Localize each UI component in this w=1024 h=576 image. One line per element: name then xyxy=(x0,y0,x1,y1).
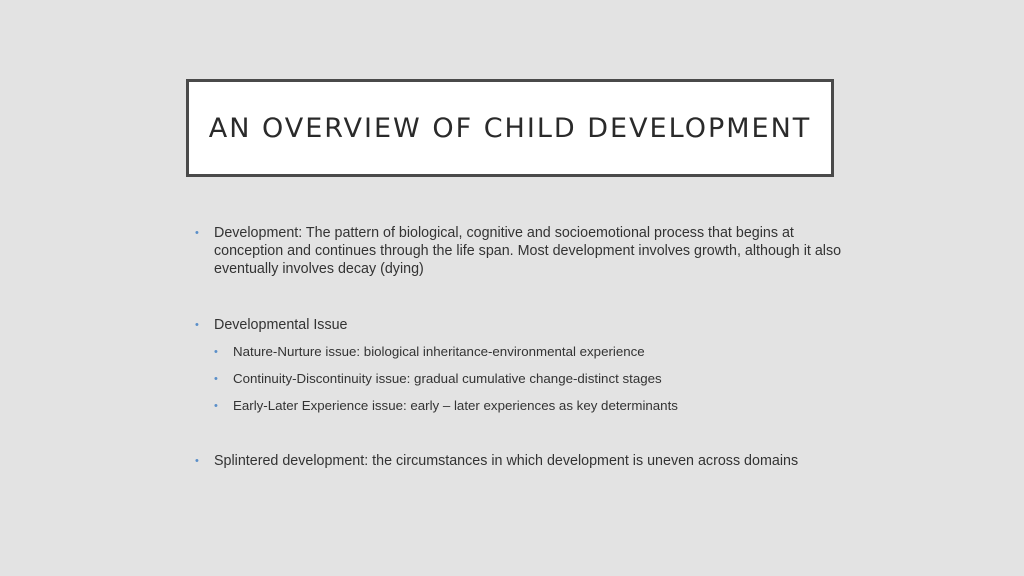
sub-bullet-item-continuity xyxy=(214,370,845,388)
sub-bullet-item-early-later xyxy=(214,397,845,415)
bullet-item-developmental-issue xyxy=(195,316,845,334)
bullet-text: Developmental Issue xyxy=(214,317,348,333)
bullet-icon: • xyxy=(195,319,199,331)
bullet-text: Development: The pattern of biological, cognitive and socioemotional process that begins at conception and continues through the life span. Most development involves growth, although it also eventually involves decay (dying) xyxy=(214,225,842,277)
bullet-text: Continuity-Discontinuity issue: gradual cumulative change-distinct stages xyxy=(233,371,662,386)
title-box xyxy=(186,79,834,177)
bullet-icon: • xyxy=(195,227,199,239)
sub-bullet-item-nature-nurture xyxy=(214,343,845,361)
bullet-text: Splintered development: the circumstances in which development is uneven across domains xyxy=(214,453,799,469)
slide-title: AN OVERVIEW OF CHILD DEVELOPMENT xyxy=(208,112,812,144)
bullet-text: Nature-Nurture issue: biological inheritance-environmental experience xyxy=(233,344,645,359)
bullet-text: Early-Later Experience issue: early – later experiences as key determinants xyxy=(233,398,678,413)
bullet-icon: • xyxy=(214,400,218,412)
bullet-list xyxy=(195,224,845,470)
bullet-icon: • xyxy=(214,373,218,385)
bullet-icon: • xyxy=(214,346,218,358)
bullet-item-development xyxy=(195,224,845,278)
bullet-item-splintered-development xyxy=(195,452,845,470)
bullet-icon: • xyxy=(195,455,199,467)
